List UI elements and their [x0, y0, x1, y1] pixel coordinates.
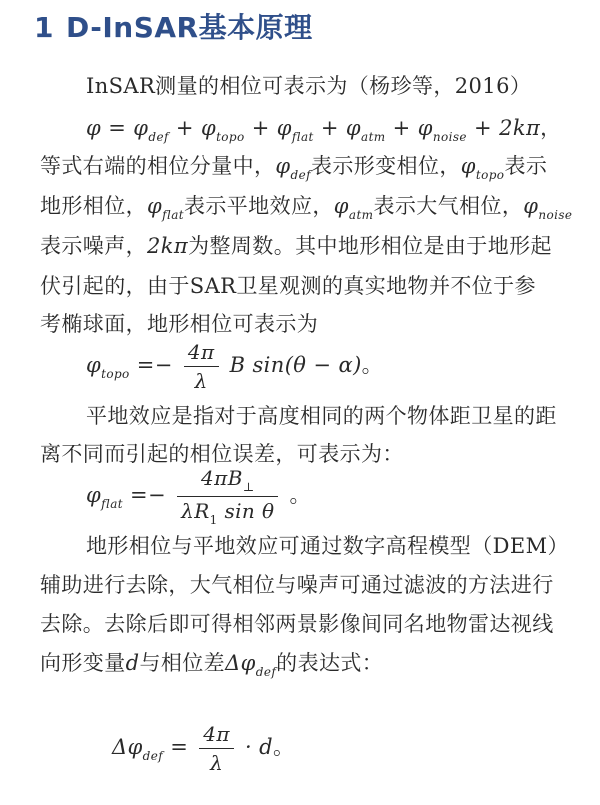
para1-line5: 表示噪声，2kπ为整周数。其中地形相位是由于地形起 [40, 234, 552, 258]
section-title: D-InSAR基本原理 [65, 11, 313, 44]
def-formula: $\Delta\varphi_{def}$ = $\frac{4\pi}{\lambda}$ · d。 [112, 722, 295, 775]
flat-formula: $\varphi_{flat}$ =− $\frac{4\pi B_\perp}{\lambda R_1 \sin \theta}$ 。 [86, 466, 311, 527]
para3-line3: 去除。去除后即可得相邻两景影像间同名地物雷达视线 [40, 612, 554, 636]
para1-line3: 等式右端的相位分量中，$\varphi_{def}$表示形变相位，$\varphi_{topo}$表示 [40, 154, 548, 182]
para1-line6: 伏引起的，由于SAR卫星观测的真实地物并不位于参 [40, 274, 536, 298]
section-number: 1 [34, 11, 54, 44]
section-heading [34, 6, 313, 46]
para1-line4: 地形相位，$\varphi_{flat}$表示平地效应，$\varphi_{atm}$表示大气相位，$\varphi_{noise}$ [40, 194, 573, 222]
para3-line2: 辅助进行去除，大气相位与噪声可通过滤波的方法进行 [40, 573, 554, 597]
fraction: $\frac{4\pi}{\lambda}$ [199, 722, 234, 775]
phase-formula: $\varphi = \varphi_{def} + \varphi_{topo} + \varphi_{flat} + \varphi_{atm} + \varphi_{noise} + 2k\pi$， [86, 116, 562, 144]
para3-line4: 向形变量d与相位差$\Delta\varphi_{def}$的表达式： [40, 651, 384, 679]
para1-line7: 考椭球面，地形相位可表示为 [40, 312, 319, 336]
fraction: $\frac{4\pi}{\lambda}$ [184, 340, 219, 393]
topo-formula: $\varphi_{topo}$ =− $\frac{4\pi}{\lambda}$ B sin(θ − α)。 [86, 340, 384, 393]
para2-line2: 离不同而引起的相位误差，可表示为： [40, 442, 404, 466]
fraction: $\frac{4\pi B_\perp}{\lambda R_1 \sin \theta}$ [177, 466, 278, 527]
para3-line1: 地形相位与平地效应可通过数字高程模型（DEM） [86, 534, 569, 558]
intro-text: InSAR测量的相位可表示为（杨珍等，2016） [86, 74, 532, 98]
para2-line1: 平地效应是指对于高度相同的两个物体距卫星的距 [86, 404, 557, 428]
